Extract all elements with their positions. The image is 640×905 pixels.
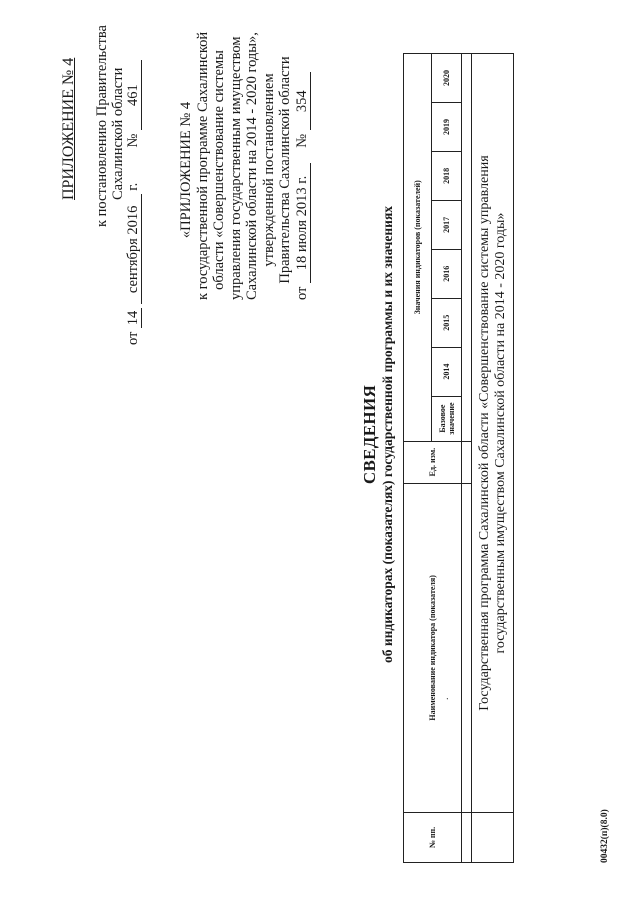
program-appendix-line-4: Сахалинской области на 2014 - 2020 годы», <box>244 32 260 300</box>
spacer-cell <box>462 813 472 863</box>
program-appendix-line-5: утвержденной постановлением <box>260 73 277 267</box>
header-year-2018: 2018 <box>432 151 462 200</box>
spacer-cell <box>462 54 472 442</box>
program-appendix-date: 18 июля 2013 г. <box>294 163 312 283</box>
header-year-2017: 2017 <box>432 200 462 249</box>
header-num: № пп. <box>404 813 462 863</box>
document-code: 00432(п)(8.0) <box>600 809 610 863</box>
program-appendix-line-1: к государственной программе Сахалинской <box>194 31 211 300</box>
program-row-num <box>472 813 514 863</box>
appendix-from: от <box>125 331 141 345</box>
appendix-line-1: к постановлению Правительства <box>94 25 110 227</box>
header-year-2015: 2015 <box>432 298 462 347</box>
stray-dot: . <box>440 697 451 700</box>
appendix-number-sign: № <box>125 133 141 148</box>
program-appendix-number-sign: № <box>293 133 310 148</box>
header-year-2014: 2014 <box>432 347 462 396</box>
appendix-date-line <box>125 60 142 345</box>
appendix-date-month-year: сентября 2016 <box>125 194 142 304</box>
program-appendix-line-2: области «Совершенствование системы <box>211 50 227 290</box>
header-values-group: Значения индикаторов (показателей) <box>404 54 432 442</box>
document-title: СВЕДЕНИЯ <box>360 384 379 485</box>
header-year-2016: 2016 <box>432 249 462 298</box>
header-year-2020: 2020 <box>432 54 462 103</box>
program-appendix-date-line <box>294 40 312 300</box>
spacer-cell <box>462 483 472 813</box>
program-appendix-number: 354 <box>294 72 312 130</box>
program-appendix-line-6: Правительства Сахалинской области <box>277 56 293 284</box>
header-base: Базовое значение <box>432 396 462 441</box>
indicators-table <box>403 53 514 863</box>
appendix-title: ПРИЛОЖЕНИЕ № 4 <box>60 57 77 200</box>
program-row <box>472 54 514 813</box>
header-year-2019: 2019 <box>432 103 462 152</box>
appendix-line-2: Сахалинской области <box>110 67 126 200</box>
program-appendix-from: от <box>293 286 310 300</box>
program-appendix-line-3: управления государственным имуществом <box>227 36 244 300</box>
appendix-year-suffix: г. <box>125 182 141 191</box>
program-row-line-2: государственным имуществом Сахалинской области на 2014 - 2020 годы» <box>492 212 508 654</box>
program-appendix <box>178 31 311 300</box>
appendix-date-day: 14 <box>125 308 142 328</box>
header-unit: Ед. изм. <box>404 441 462 483</box>
document-subtitle: об индикаторах (показателях) государственной программы и их значениях <box>380 205 395 664</box>
header-name: Наименование индикатора (показателя) <box>404 483 462 813</box>
spacer-cell <box>462 441 472 483</box>
program-row-line-1: Государственная программа Сахалинской области «Совершенствование системы управления <box>476 155 492 711</box>
appendix-number: 461 <box>125 60 142 130</box>
program-appendix-title: «ПРИЛОЖЕНИЕ № 4 <box>178 101 194 239</box>
